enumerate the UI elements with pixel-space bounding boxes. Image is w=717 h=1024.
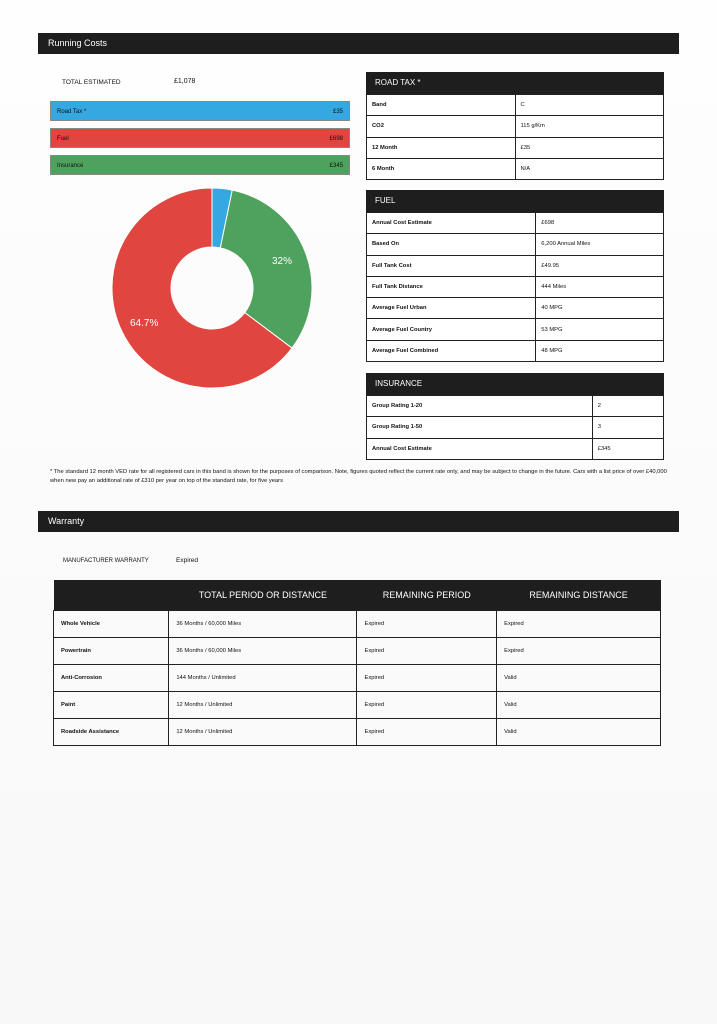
row-key: Band bbox=[367, 95, 516, 116]
warranty-item: Paint bbox=[54, 691, 169, 718]
road-tax-table bbox=[366, 94, 664, 180]
total-period: 12 Months / Unlimited bbox=[169, 691, 357, 718]
total-estimated-value: £1,078 bbox=[174, 78, 196, 85]
table-row bbox=[367, 340, 664, 361]
table-row bbox=[367, 158, 664, 179]
fuel-title: FUEL bbox=[366, 190, 664, 212]
running-costs-donut-chart bbox=[108, 186, 318, 392]
table-row bbox=[54, 691, 661, 718]
table-row bbox=[367, 276, 664, 297]
remaining-distance: Expired bbox=[497, 610, 661, 637]
remaining-period: Expired bbox=[357, 664, 497, 691]
table-row bbox=[367, 298, 664, 319]
donut-svg bbox=[108, 186, 318, 392]
table-row bbox=[367, 417, 664, 438]
table-row bbox=[54, 664, 661, 691]
table-row bbox=[367, 438, 664, 459]
row-value: N/A bbox=[515, 158, 664, 179]
remaining-distance: Expired bbox=[497, 637, 661, 664]
warranty-header: Warranty bbox=[38, 511, 679, 532]
total-period: 36 Months / 60,000 Miles bbox=[169, 637, 357, 664]
remaining-period: Expired bbox=[357, 610, 497, 637]
total-estimated-label: TOTAL ESTIMATED bbox=[62, 79, 121, 86]
table-row bbox=[367, 95, 664, 116]
row-value: 2 bbox=[592, 396, 663, 417]
insurance-bar-value: £345 bbox=[329, 163, 343, 169]
remaining-period: Expired bbox=[357, 691, 497, 718]
warranty-item: Roadside Assistance bbox=[54, 718, 169, 745]
road-tax-footnote: * The standard 12 month VED rate for all registered cars in this band is shown for the purposes of comparison. Note, figures quoted reflect the current rate only, and may be subject to change in the future. Cars with a list price of over £40,000 when new pay an additional rate of £310 per year on top of the standard rate, for five years bbox=[50, 469, 667, 484]
road-tax-bar bbox=[50, 101, 350, 121]
row-key: Annual Cost Estimate bbox=[367, 213, 536, 234]
row-value: £698 bbox=[536, 213, 664, 234]
table-row bbox=[54, 718, 661, 745]
row-key: 6 Month bbox=[367, 158, 516, 179]
row-key: 12 Month bbox=[367, 137, 516, 158]
insurance-slice-label: 32% bbox=[272, 256, 293, 267]
table-row bbox=[54, 610, 661, 637]
row-value: 6,200 Annual Miles bbox=[536, 234, 664, 255]
row-value: 3 bbox=[592, 417, 663, 438]
row-value: £345 bbox=[592, 438, 663, 459]
manufacturer-warranty-value: Expired bbox=[176, 557, 199, 564]
remaining-distance: Valid bbox=[497, 664, 661, 691]
warranty-item: Anti-Corrosion bbox=[54, 664, 169, 691]
remaining-period: Expired bbox=[357, 718, 497, 745]
warranty-item: Powertrain bbox=[54, 637, 169, 664]
table-row bbox=[367, 234, 664, 255]
insurance-panel bbox=[366, 373, 664, 460]
column-header bbox=[54, 580, 169, 610]
row-value: 53 MPG bbox=[536, 319, 664, 340]
row-value: £49.95 bbox=[536, 255, 664, 276]
fuel-bar bbox=[50, 128, 350, 148]
table-row bbox=[367, 213, 664, 234]
row-key: Full Tank Cost bbox=[367, 255, 536, 276]
row-key: Average Fuel Country bbox=[367, 319, 536, 340]
row-value: 115 g/Km bbox=[515, 116, 664, 137]
fuel-slice-label: 64.7% bbox=[130, 318, 159, 329]
row-value: C bbox=[515, 95, 664, 116]
total-period: 144 Months / Unlimited bbox=[169, 664, 357, 691]
row-key: CO2 bbox=[367, 116, 516, 137]
insurance-bar-label: Insurance bbox=[57, 163, 84, 169]
table-row bbox=[367, 116, 664, 137]
manufacturer-warranty-label: MANUFACTURER WARRANTY bbox=[63, 558, 149, 564]
fuel-table bbox=[366, 212, 664, 362]
insurance-bar bbox=[50, 155, 350, 175]
column-header: REMAINING DISTANCE bbox=[497, 580, 661, 610]
row-value: 48 MPG bbox=[536, 340, 664, 361]
row-value: £35 bbox=[515, 137, 664, 158]
fuel-panel bbox=[366, 190, 664, 362]
total-period: 36 Months / 60,000 Miles bbox=[169, 610, 357, 637]
running-costs-header: Running Costs bbox=[38, 33, 679, 54]
insurance-title: INSURANCE bbox=[366, 373, 664, 395]
remaining-distance: Valid bbox=[497, 691, 661, 718]
warranty-header-row bbox=[54, 580, 661, 610]
fuel-bar-label: Fuel bbox=[57, 136, 69, 142]
road-tax-title: ROAD TAX * bbox=[366, 72, 664, 94]
insurance-table bbox=[366, 395, 664, 460]
fuel-bar-value: £698 bbox=[329, 136, 343, 142]
total-period: 12 Months / Unlimited bbox=[169, 718, 357, 745]
road-tax-panel bbox=[366, 72, 664, 180]
table-row bbox=[54, 637, 661, 664]
remaining-period: Expired bbox=[357, 637, 497, 664]
warranty-item: Whole Vehicle bbox=[54, 610, 169, 637]
row-key: Full Tank Distance bbox=[367, 276, 536, 297]
column-header: TOTAL PERIOD OR DISTANCE bbox=[169, 580, 357, 610]
row-key: Average Fuel Urban bbox=[367, 298, 536, 319]
road-tax-bar-value: £35 bbox=[332, 109, 343, 115]
table-row bbox=[367, 255, 664, 276]
row-value: 40 MPG bbox=[536, 298, 664, 319]
row-key: Average Fuel Combined bbox=[367, 340, 536, 361]
row-key: Annual Cost Estimate bbox=[367, 438, 593, 459]
road-tax-bar-label: Road Tax * bbox=[57, 109, 87, 115]
table-row bbox=[367, 319, 664, 340]
row-key: Based On bbox=[367, 234, 536, 255]
row-key: Group Rating 1-20 bbox=[367, 396, 593, 417]
table-row bbox=[367, 396, 664, 417]
row-value: 444 Miles bbox=[536, 276, 664, 297]
remaining-distance: Valid bbox=[497, 718, 661, 745]
column-header: REMAINING PERIOD bbox=[357, 580, 497, 610]
row-key: Group Rating 1-50 bbox=[367, 417, 593, 438]
table-row bbox=[367, 137, 664, 158]
warranty-table bbox=[53, 580, 661, 746]
